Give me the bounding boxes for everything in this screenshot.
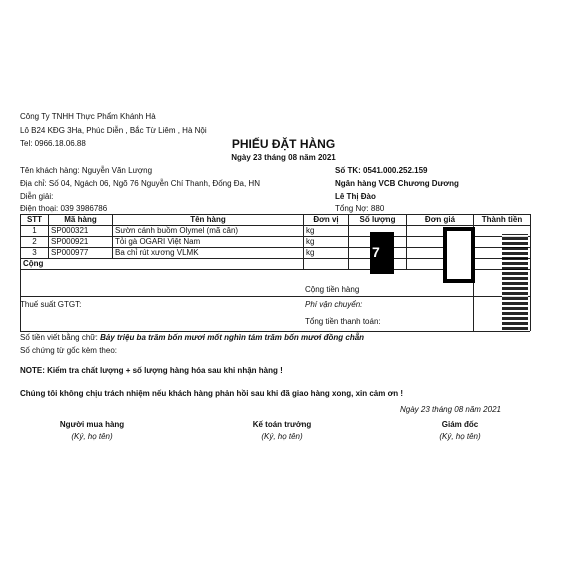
summary-bottom-line [20,331,530,332]
signature-date: Ngày 23 tháng 08 năm 2021 [400,405,501,414]
customer-name: Tên khách hàng: Nguyễn Văn Lượng [20,166,153,175]
cell-unit: kg [304,237,349,248]
bank-name: Ngân hàng VCB Chương Dương [335,179,459,188]
signer-director-role: Giám đốc [441,420,479,429]
col-header-stt: STT [21,215,49,226]
quantity-mark: 7 [372,244,380,260]
signer-buyer-hint: (Ký, họ tên) [71,432,113,441]
signer-buyer-role: Người mua hàng [59,420,125,429]
note-responsibility: Chúng tôi không chịu trách nhiệm nếu khách hàng phản hồi sau khi đã giao hàng xong, xin cảm ơn ! [20,389,404,398]
company-phone: Tel: 0966.18.06.88 [20,139,86,148]
company-address: Lô B24 KĐG 3Ha, Phúc Diễn , Bắc Từ Liêm , Hà Nội [20,126,207,135]
attached-documents: Số chứng từ gốc kèm theo: [20,346,117,355]
cell-stt: 2 [21,237,49,248]
signer-accountant-hint: (Ký, họ tên) [261,432,303,441]
table-header-row [21,215,531,226]
cell-unit [304,259,349,270]
cell-name: Ba chỉ rút xương VLMK [113,248,304,259]
col-header-unit: Đơn vị [304,215,349,226]
col-header-amount: Thành tiền [474,215,531,226]
cell-unit: kg [304,248,349,259]
document-title: PHIẾU ĐẶT HÀNG [231,137,336,151]
cell-name: Sườn cánh buồm Olymel (mã cân) [113,226,304,237]
col-header-code: Mã hàng [49,215,113,226]
redaction-amount [502,234,528,330]
col-header-name: Tên hàng [113,215,304,226]
col-header-quantity: Số lượng [349,215,407,226]
note-quality: NOTE: Kiểm tra chất lượng + số lượng hàng hóa sau khi nhận hàng ! [20,366,283,375]
summary-right-border [530,268,531,331]
signer-accountant-role: Kế toán trưởng [252,420,312,429]
goods-total-label: Cộng tiền hàng [305,285,360,294]
amount-in-words [20,333,364,342]
cell-unit: kg [304,226,349,237]
cell-code: SP000921 [49,237,113,248]
total-label: Cộng [21,259,304,270]
redaction-price [443,227,475,283]
cell-code: SP000977 [49,248,113,259]
account-holder: Lê Thị Đào [335,192,376,201]
shipping-label: Phí vận chuyển: [305,300,363,309]
bank-account: Số TK: 0541.000.252.159 [335,166,428,175]
customer-note: Diễn giải: [20,192,54,201]
vat-label: Thuế suất GTGT: [20,300,82,309]
cell-stt: 3 [21,248,49,259]
summary-divider [20,296,530,297]
amount-in-words-value: Bảy triệu ba trăm bốn mươi mốt nghìn tám trăm bốn mươi đồng chẵn [100,333,365,342]
document-date: Ngày 23 tháng 08 năm 2021 [231,153,336,162]
cell-name: Tỏi gà OGARI Việt Nam [113,237,304,248]
customer-address: Địa chỉ: Số 04, Ngách 06, Ngõ 76 Nguyễn Chí Thanh, Đống Đa, HN [20,179,260,188]
customer-phone: Điện thoại: 039 3986786 [20,204,108,213]
cell-stt: 1 [21,226,49,237]
payment-total-label: Tổng tiền thanh toán: [305,317,381,326]
total-debt: Tổng Nợ: 880 [335,204,385,213]
signer-director-hint: (Ký, họ tên) [439,432,481,441]
col-header-price: Đơn giá [407,215,474,226]
amount-in-words-label: Số tiền viết bằng chữ: [20,333,98,342]
company-name: Công Ty TNHH Thực Phẩm Khánh Hà [20,112,156,121]
cell-code: SP000321 [49,226,113,237]
